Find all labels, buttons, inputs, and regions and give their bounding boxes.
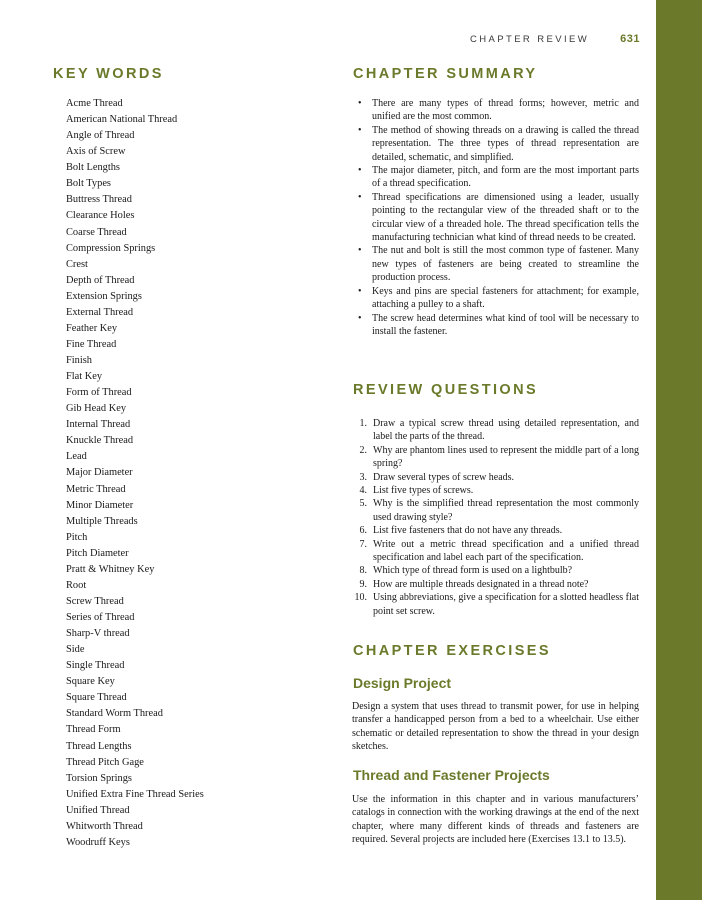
summary-item-text: The major diameter, pitch, and form are the most important parts of a thread specification. <box>372 165 639 190</box>
summary-item <box>355 164 639 191</box>
question-number: 3. <box>359 471 367 483</box>
summary-item <box>355 191 639 245</box>
key-word-item: Crest <box>66 258 88 270</box>
key-word-item: American National Thread <box>66 114 178 126</box>
question-text: Why is the simplified thread representation the most commonly used drawing style? <box>373 498 639 523</box>
key-word-item: Coarse Thread <box>66 226 127 238</box>
key-word-item: Unified Extra Fine Thread Series <box>66 788 204 800</box>
key-words-heading: KEY WORDS <box>53 66 164 82</box>
key-word-item: Sharp-V thread <box>66 628 130 640</box>
key-word-item: Depth of Thread <box>66 274 135 286</box>
question-number: 10. <box>354 592 367 604</box>
key-word-item: Finish <box>66 355 92 366</box>
key-word-item: Clearance Holes <box>66 210 135 222</box>
key-word-item: Knuckle Thread <box>66 435 134 447</box>
running-head <box>470 34 640 48</box>
key-words-list <box>66 96 306 851</box>
design-project-title: Design Project <box>353 675 452 691</box>
summary-item <box>355 244 639 284</box>
key-word-item: Fine Thread <box>66 338 117 350</box>
bullet-icon: • <box>358 191 362 203</box>
key-word-item: Standard Worm Thread <box>66 708 163 720</box>
key-word-item: Multiple Threads <box>66 515 138 527</box>
question-text: Using abbreviations, give a specification for a slotted headless flat point set screw. <box>373 592 639 617</box>
key-word-item: Form of Thread <box>66 387 132 399</box>
question-text: Why are phantom lines used to represent the middle part of a long spring? <box>373 444 639 470</box>
review-question-item <box>352 484 639 497</box>
key-word-item: Axis of Screw <box>66 146 126 158</box>
review-question-item <box>352 497 639 524</box>
key-word-item: Metric Thread <box>66 483 126 495</box>
chapter-exercises-heading: CHAPTER EXERCISES <box>353 643 551 659</box>
bullet-icon: • <box>358 98 362 109</box>
question-text: Write out a metric thread specification and a unified thread specification and label each part of the specification. <box>373 538 639 564</box>
question-text: Draw several types of screw heads. <box>373 471 515 483</box>
key-word-item: Torsion Springs <box>66 772 132 784</box>
chapter-summary-list <box>355 97 639 338</box>
review-questions-heading: REVIEW QUESTIONS <box>353 382 539 398</box>
summary-item <box>355 124 639 164</box>
page-number: 631 <box>620 33 640 45</box>
question-number: 4. <box>359 485 367 497</box>
key-word-item: Acme Thread <box>66 98 123 109</box>
review-question-item <box>352 538 639 565</box>
key-word-item: Angle of Thread <box>66 130 135 142</box>
key-word-item: Square Key <box>66 676 115 688</box>
question-text: List five fasteners that do not have any threads. <box>373 525 563 537</box>
key-word-item: Extension Springs <box>66 290 142 302</box>
summary-item-text: The nut and bolt is still the most common type of fastener. Many new types of fasteners are being created to streamline the production process. <box>372 245 639 284</box>
key-word-item: Root <box>66 579 87 591</box>
key-word-item: Feather Key <box>66 322 118 334</box>
summary-item-text: The method of showing threads on a drawing is called the thread representation. The three types of thread representation are detailed, schematic, and simplified. <box>372 124 639 163</box>
summary-item-text: Keys and pins are special fasteners for attachment; for example, attaching a pulley to a shaft. <box>372 285 639 311</box>
summary-item <box>355 97 639 124</box>
question-number: 6. <box>359 525 367 537</box>
question-number: 5. <box>359 498 367 510</box>
review-question-item <box>352 444 639 471</box>
question-text: Draw a typical screw thread using detailed representation, and label the parts of the thread. <box>373 418 639 443</box>
question-number: 7. <box>359 538 367 550</box>
key-word-item: Bolt Lengths <box>66 162 120 174</box>
review-question-item <box>352 417 639 444</box>
running-head-label: CHAPTER REVIEW <box>470 34 590 45</box>
review-question-item <box>352 578 639 591</box>
key-word-item: Compression Springs <box>66 242 156 254</box>
review-question-item <box>352 524 639 537</box>
key-word-item: Bolt Types <box>66 178 111 190</box>
summary-item-text: There are many types of thread forms; however, metric and unified are the most common. <box>372 98 639 123</box>
bullet-icon: • <box>358 124 362 136</box>
key-word-item: Whitworth Thread <box>66 820 143 832</box>
side-color-bar <box>656 0 702 900</box>
summary-item <box>355 312 639 339</box>
key-word-item: Side <box>66 644 85 656</box>
key-word-item: Minor Diameter <box>66 499 134 511</box>
key-word-item: Lead <box>66 451 87 463</box>
bullet-icon: • <box>358 245 362 257</box>
key-word-item: Square Thread <box>66 692 127 704</box>
thread-projects-body: Use the information in this chapter and in various manufacturers’ catalogs in connection with the working drawings at the end of the next chapter, where many different kinds of threads and fasteners are required. Several projects are included here (Exercises 13.1 to 13.5). <box>352 794 639 846</box>
key-word-item: Pitch <box>66 531 88 543</box>
thread-projects-title: Thread and Fastener Projects <box>353 767 550 783</box>
bullet-icon: • <box>358 312 362 324</box>
key-word-item: Thread Pitch Gage <box>66 756 144 768</box>
review-questions-list <box>352 417 639 618</box>
bullet-icon: • <box>358 285 362 297</box>
key-word-item: Series of Thread <box>66 612 135 623</box>
key-word-item: External Thread <box>66 306 134 318</box>
summary-item-text: Thread specifications are dimensioned using a leader, usually pointing to the rectangular view of the threaded shaft or to the circular view of a threaded hole. The thread specification tells the manufacturing technician what kind of thread needs to be created. <box>372 191 639 244</box>
question-text: List five types of screws. <box>373 485 474 497</box>
question-number: 1. <box>359 418 367 429</box>
key-word-item: Gib Head Key <box>66 403 127 415</box>
key-word-item: Woodruff Keys <box>66 836 130 848</box>
review-question-item <box>352 591 639 618</box>
question-text: Which type of thread form is used on a lightbulb? <box>373 565 573 577</box>
summary-item-text: The screw head determines what kind of tool will be necessary to install the fastener. <box>372 312 639 337</box>
bullet-icon: • <box>358 165 362 177</box>
key-word-item: Flat Key <box>66 371 103 383</box>
review-question-item <box>352 471 639 484</box>
key-word-item: Unified Thread <box>66 804 130 816</box>
question-text: How are multiple threads designated in a thread note? <box>373 578 589 590</box>
question-number: 9. <box>359 578 367 590</box>
key-word-item: Internal Thread <box>66 419 131 431</box>
summary-item <box>355 285 639 312</box>
chapter-summary-heading: CHAPTER SUMMARY <box>353 66 538 82</box>
question-number: 8. <box>359 565 367 577</box>
key-word-item: Thread Form <box>66 724 121 736</box>
key-word-item: Screw Thread <box>66 595 124 607</box>
review-question-item <box>352 564 639 577</box>
key-word-item: Single Thread <box>66 660 125 672</box>
key-word-item: Buttress Thread <box>66 194 132 206</box>
key-word-item: Pitch Diameter <box>66 547 129 559</box>
key-word-item: Major Diameter <box>66 467 133 479</box>
key-word-item: Thread Lengths <box>66 740 132 752</box>
question-number: 2. <box>359 444 367 456</box>
key-word-item: Pratt & Whitney Key <box>66 563 155 575</box>
design-project-body: Design a system that uses thread to transmit power, for use in helping transfer a handicapped person from a bed to a wheelchair. Use either schematic or detailed representation to show the thread in your design sketches. <box>352 701 639 753</box>
